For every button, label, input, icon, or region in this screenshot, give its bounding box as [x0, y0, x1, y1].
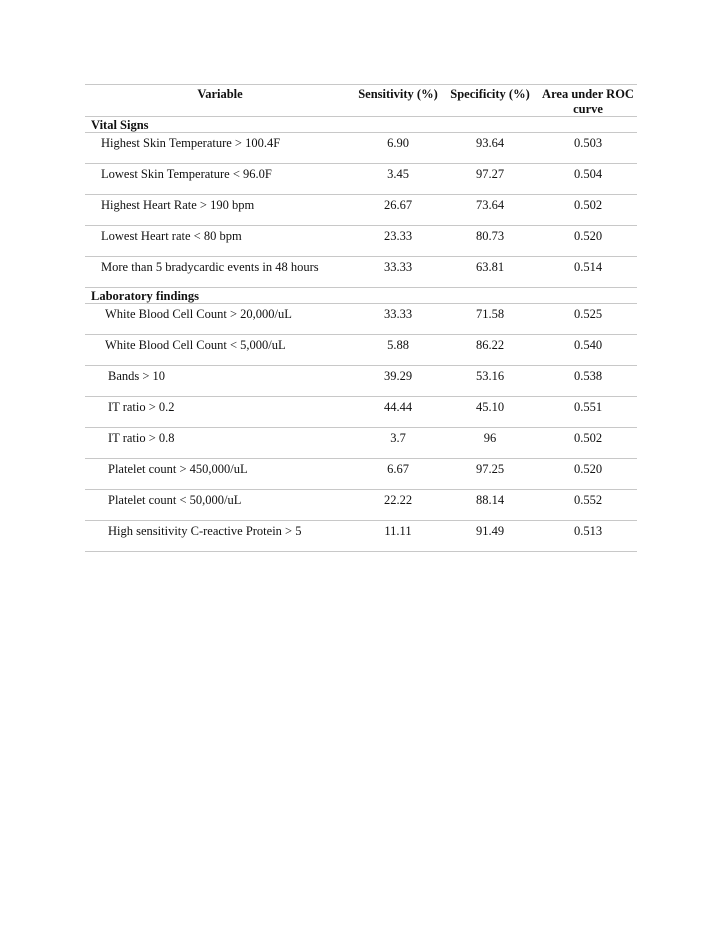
auc-cell: 0.504 [573, 167, 603, 181]
variable-cell: High sensitivity C-reactive Protein > 5 [108, 524, 302, 538]
variable-cell: Lowest Heart rate < 80 bpm [101, 229, 242, 243]
variable-cell: Bands > 10 [108, 369, 166, 383]
section-title: Laboratory findings [91, 289, 200, 303]
auc-cell: 0.520 [573, 462, 603, 476]
table-row [85, 365, 637, 396]
specificity-cell: 73.64 [475, 198, 505, 212]
variable-cell: IT ratio > 0.8 [108, 431, 175, 445]
table-row [85, 256, 637, 287]
auc-cell: 0.502 [573, 431, 603, 445]
section-header-laboratory-findings [85, 287, 637, 303]
variable-cell: White Blood Cell Count > 20,000/uL [105, 307, 292, 321]
auc-cell: 0.551 [573, 400, 603, 414]
specificity-cell: 97.27 [475, 167, 505, 181]
specificity-cell: 80.73 [475, 229, 505, 243]
sensitivity-cell: 22.22 [383, 493, 413, 507]
sensitivity-cell: 3.7 [390, 431, 406, 445]
table-row [85, 194, 637, 225]
specificity-cell: 63.81 [475, 260, 505, 274]
table-row [85, 520, 637, 552]
sensitivity-cell: 26.67 [383, 198, 413, 212]
header-specificity: Specificity (%) [450, 87, 530, 101]
auc-cell: 0.540 [573, 338, 603, 352]
specificity-cell: 71.58 [475, 307, 505, 321]
header-variable: Variable [197, 87, 243, 101]
specificity-cell: 86.22 [475, 338, 505, 352]
table-row [85, 334, 637, 365]
sensitivity-cell: 11.11 [384, 524, 412, 538]
sensitivity-cell: 39.29 [383, 369, 413, 383]
auc-cell: 0.538 [573, 369, 603, 383]
variable-cell: Platelet count > 450,000/uL [108, 462, 248, 476]
auc-cell: 0.514 [573, 260, 603, 274]
table-row [85, 427, 637, 458]
specificity-cell: 97.25 [475, 462, 505, 476]
table-row [85, 225, 637, 256]
variable-cell: Highest Skin Temperature > 100.4F [101, 136, 281, 150]
table-row [85, 458, 637, 489]
results-table [85, 84, 637, 552]
sensitivity-cell: 6.90 [387, 136, 409, 150]
sensitivity-cell: 33.33 [383, 260, 413, 274]
specificity-cell: 91.49 [475, 524, 505, 538]
variable-cell: Platelet count < 50,000/uL [108, 493, 242, 507]
table-row [85, 163, 637, 194]
auc-cell: 0.503 [573, 136, 603, 150]
sensitivity-cell: 33.33 [383, 307, 413, 321]
specificity-cell: 53.16 [475, 369, 505, 383]
variable-cell: Highest Heart Rate > 190 bpm [101, 198, 255, 212]
sensitivity-cell: 44.44 [383, 400, 413, 414]
table-header-row [85, 84, 637, 116]
variable-cell: Lowest Skin Temperature < 96.0F [101, 167, 272, 181]
sensitivity-cell: 5.88 [387, 338, 409, 352]
table-row [85, 489, 637, 520]
header-sensitivity: Sensitivity (%) [358, 87, 438, 101]
variable-cell: IT ratio > 0.2 [108, 400, 175, 414]
section-title: Vital Signs [91, 118, 149, 132]
table-row [85, 303, 637, 334]
specificity-cell: 88.14 [475, 493, 505, 507]
auc-cell: 0.502 [573, 198, 603, 212]
specificity-cell: 45.10 [475, 400, 505, 414]
section-header-vital-signs [85, 116, 637, 132]
sensitivity-cell: 6.67 [387, 462, 409, 476]
specificity-cell: 96 [483, 431, 497, 445]
table-row [85, 132, 637, 163]
auc-cell: 0.520 [573, 229, 603, 243]
auc-cell: 0.525 [573, 307, 603, 321]
auc-cell: 0.552 [573, 493, 603, 507]
sensitivity-cell: 3.45 [387, 167, 409, 181]
variable-cell: More than 5 bradycardic events in 48 hours [101, 260, 319, 274]
table-row [85, 396, 637, 427]
header-auc: Area under ROC curve [542, 87, 634, 116]
specificity-cell: 93.64 [475, 136, 505, 150]
variable-cell: White Blood Cell Count < 5,000/uL [105, 338, 286, 352]
auc-cell: 0.513 [573, 524, 603, 538]
sensitivity-cell: 23.33 [383, 229, 413, 243]
